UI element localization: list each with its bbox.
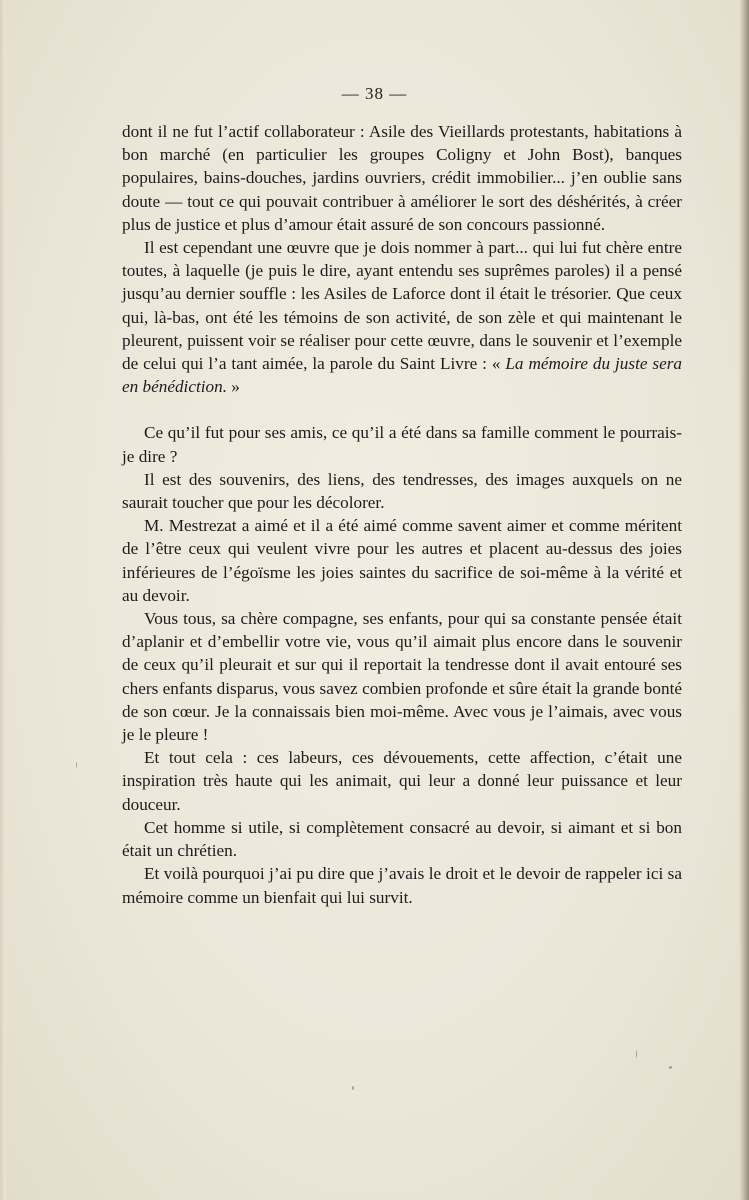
- paragraph-2: [122, 236, 682, 398]
- paper-speck: [669, 1066, 672, 1069]
- paragraph-6: Vous tous, sa chère compagne, ses enfants, pour qui sa constante pensée était d’aplanir et d’embellir votre vie, vous qu’il aimait plus encore dans le souvenir de ceux qu’il pleurait et sur qui il reportait la tendresse dont il avait entouré ses chers enfants disparus, vous savez combien profonde et sûre était la grande bonté de son cœur. Je la connaissais bien moi-même. Avec vous je l’aimais, avec vous je le pleure !: [122, 609, 682, 745]
- quote-close: »: [227, 377, 240, 397]
- paragraph-1: dont il ne fut l’actif collaborateur : Asile des Vieillards protestants, habitations à bon marché (en particulier les groupes Coligny et John Bost), banques populaires, bains-douches, jardins ouvriers, crédit immobilier... j’en oublie sans doute — tout ce qui pouvait contribuer à améliorer le sort des déshérités, à créer plus de justice et plus d’amour était assuré de son concours passionné.: [122, 122, 682, 234]
- bible-quote: La mémoire du juste sera en bénédiction.: [122, 354, 682, 397]
- body-text: [122, 120, 682, 909]
- paragraph-7: Et tout cela : ces labeurs, ces dévouements, cette affection, c’était une inspiration très haute qui les animait, qui leur a donné leur puissance et leur douceur.: [122, 748, 682, 814]
- paragraph-2-text: Il est cependant une œuvre que je dois nommer à part... qui lui fut chère entre toutes, à laquelle (je puis le dire, ayant entendu ses suprêmes paroles) il a pensé jusqu’au dernier souffle : les Asiles de Laforce dont il était le trésorier. Que ceux qui, là-bas, ont été les témoins de son activité, de son zèle et qui maintenant le pleurent, puissent voir se réaliser pour cette œuvre, dans le souvenir et l’exemple de celui qui l’a tant aimée, la parole du Saint Livre : «: [122, 238, 682, 374]
- paragraph-3: Ce qu’il fut pour ses amis, ce qu’il a été dans sa famille comment le pourrais-je dire ?: [122, 423, 682, 466]
- paragraph-5: M. Mestrezat a aimé et il a été aimé comme savent aimer et comme méritent de l’être ceux qui veulent vivre pour les autres et placent au-dessus des joies inférieures de l’égoïsme les joies saintes du sacrifice de soi-même à la vérité et au devoir.: [122, 516, 682, 605]
- page-number: — 38 —: [341, 84, 408, 103]
- paragraph-8: Cet homme si utile, si complètement consacré au devoir, si aimant et si bon était un chrétien.: [122, 817, 682, 861]
- paper-speck: [352, 1086, 354, 1090]
- page-right-edge: [739, 0, 749, 1200]
- paper-speck: [76, 762, 77, 768]
- page-left-edge: [0, 0, 6, 1200]
- paragraph-4: Il est des souvenirs, des liens, des tendresses, des images auxquels on ne saurait toucher que pour les décolorer.: [122, 469, 682, 513]
- paragraph-9: Et voilà pourquoi j’ai pu dire que j’avais le droit et le devoir de rappeler ici sa mémoire comme un bienfait qui lui survit.: [122, 864, 682, 907]
- paper-speck: [636, 1050, 637, 1058]
